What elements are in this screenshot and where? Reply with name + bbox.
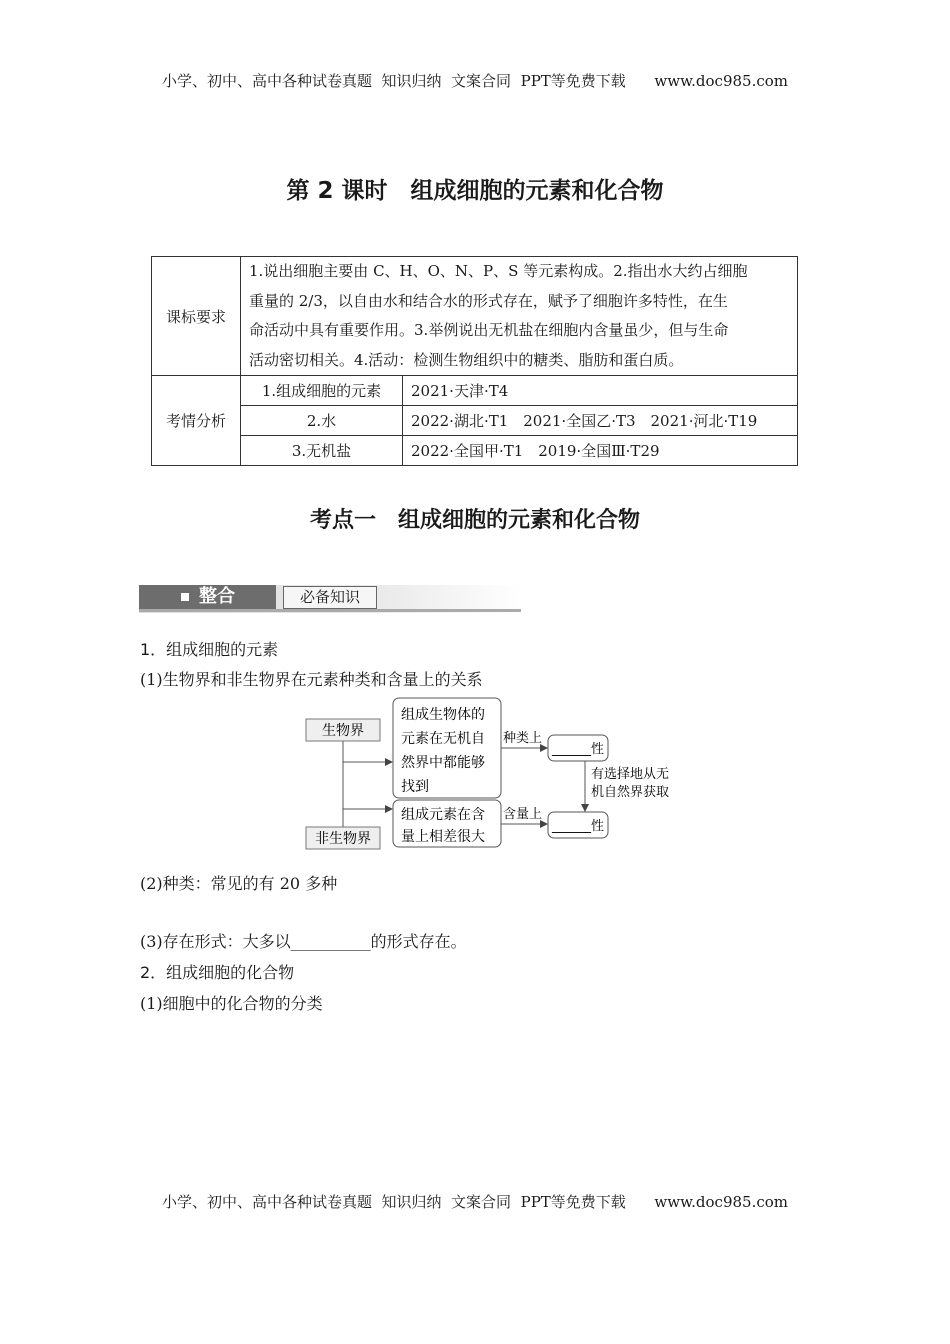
section-band <box>139 585 521 613</box>
header-site: www.doc985.com <box>654 72 788 90</box>
band-label: 整合 <box>199 586 235 607</box>
topic-cell: 3.无机盐 <box>241 436 403 466</box>
arrow-content-label: 含量上 <box>503 807 543 822</box>
page-header <box>0 70 950 91</box>
refs-cell: 2022·全国甲·T1 2019·全国Ⅲ·T29 <box>403 436 798 466</box>
band-dark <box>139 585 276 609</box>
box-species-line: 组成生物体的 <box>401 707 485 723</box>
band-tag: 必备知识 <box>283 586 377 609</box>
note-line: 有选择地从无 <box>591 767 670 782</box>
band-underline <box>139 609 521 612</box>
box-content-line: 量上相差很大 <box>401 829 485 845</box>
heading-compounds: 2．组成细胞的化合物 <box>140 963 295 982</box>
header-text: 小学、初中、高中各种试卷真题 知识归纳 文案合同 PPT等免费下载 <box>161 72 626 90</box>
curriculum-table <box>151 256 798 466</box>
paragraph-types: (2)种类：常见的有 20 多种 <box>140 874 338 893</box>
req-line: 1.说出细胞主要由 C、H、O、N、P、S 等元素构成。2.指出水大约占细胞 <box>249 262 748 280</box>
box-species-line: 元素在无机自 <box>401 731 485 747</box>
page-footer <box>0 1191 950 1212</box>
footer-site: www.doc985.com <box>654 1193 788 1211</box>
bio-label: 生物界 <box>322 723 364 739</box>
element-relation-diagram <box>300 694 670 856</box>
result-difference-label: ______性 <box>551 819 605 834</box>
req-text <box>241 257 798 376</box>
paragraph-relation: (1)生物界和非生物界在元素种类和含量上的关系 <box>140 670 483 689</box>
req-line: 活动密切相关。4.活动：检测生物组织中的糖类、脂肪和蛋白质。 <box>249 350 684 369</box>
refs-cell: 2022·湖北·T1 2021·全国乙·T3 2021·河北·T19 <box>403 406 798 436</box>
req-line: 命活动中具有重要作用。3.举例说出无机盐在细胞内含量虽少，但与生命 <box>249 321 729 339</box>
paragraph-classification: (1)细胞中的化合物的分类 <box>140 994 323 1013</box>
req-label: 课标要求 <box>152 257 241 376</box>
result-unity-label: ______性 <box>551 742 605 757</box>
box-species-line: 找到 <box>401 779 429 795</box>
refs-cell: 2021·天津·T4 <box>403 376 798 406</box>
footer-text: 小学、初中、高中各种试卷真题 知识归纳 文案合同 PPT等免费下载 <box>161 1193 626 1211</box>
paragraph-forms: (3)存在形式：大多以__________的形式存在。 <box>140 932 467 951</box>
topic-cell: 2.水 <box>241 406 403 436</box>
page-title: 第 2 课时 组成细胞的元素和化合物 <box>286 178 664 204</box>
topic-cell: 1.组成细胞的元素 <box>241 376 403 406</box>
nonbio-label: 非生物界 <box>315 831 371 847</box>
box-content-line: 组成元素在含 <box>401 807 485 823</box>
square-icon <box>181 593 189 601</box>
heading-elements: 1．组成细胞的元素 <box>140 640 279 659</box>
section-title: 考点一 组成细胞的元素和化合物 <box>309 508 640 533</box>
box-species-line: 然界中都能够 <box>401 755 485 771</box>
note-line: 机自然界获取 <box>591 785 670 800</box>
arrow-species-label: 种类上 <box>503 731 543 746</box>
req-line: 重量的 2/3，以自由水和结合水的形式存在，赋予了细胞许多特性，在生 <box>249 291 728 310</box>
analysis-label: 考情分析 <box>152 376 241 466</box>
